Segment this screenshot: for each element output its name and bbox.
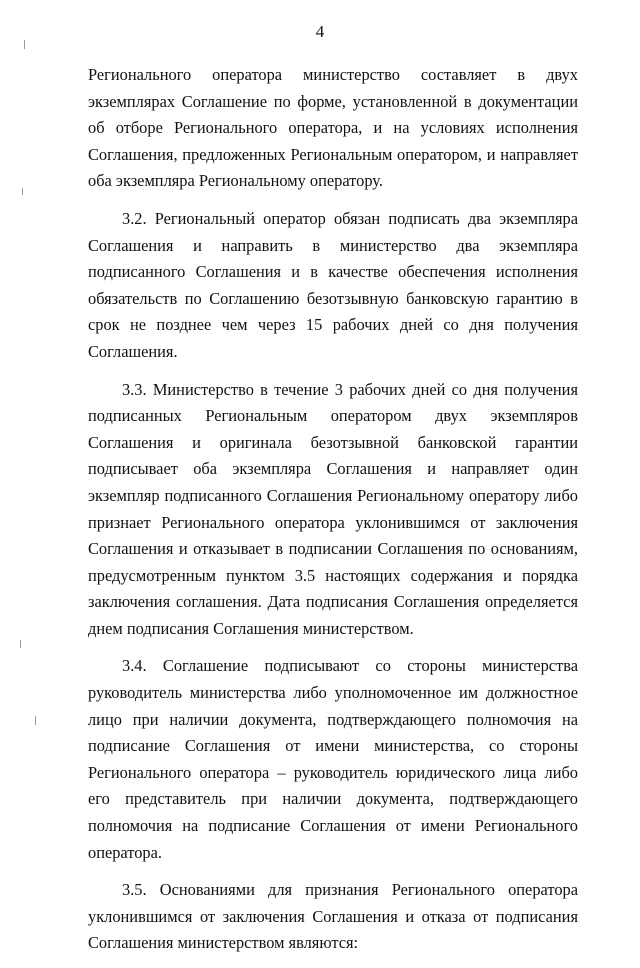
scan-mark	[22, 188, 23, 195]
scan-mark	[24, 40, 25, 49]
paragraph-3-3: 3.3. Министерство в течение 3 рабочих дней со дня получения подписанных Региональным оператором двух экземпляров Соглашения и оригинала безотзывной банковской гарантии подписывает оба экземпляра Соглашения и направляет один экземпляр подписанного Соглашения Региональному оператору либо признает Регионального оператора уклонившимся от заключения Соглашения и отказывает в подписании Соглашения по основаниям, предусмотренным пунктом 3.5 настоящих содержания и порядка заключения соглашения. Дата подписания Соглашения определяется днем подписания Соглашения министерством.	[88, 379, 578, 638]
scan-mark	[35, 716, 36, 725]
document-body	[88, 62, 578, 968]
page-number: 4	[315, 22, 325, 41]
paragraph-continuation: Регионального оператора министерство составляет в двух экземплярах Соглашение по форме, установленной в документации об отборе Регионального оператора, и на условиях исполнения Соглашения, предложенных Региональным оператором, и направляет оба экземпляра Региональному оператору.	[88, 65, 578, 191]
paragraph-3-4: 3.4. Соглашение подписывают со стороны министерства руководитель министерства либо уполномоченное им должностное лицо при наличии документа, подтверждающего полномочия на подписание Соглашения от имени министерства, со стороны Регионального оператора – руководитель юридического лица либо его представитель при наличии документа, подтверждающего полномочия на подписание Соглашения от имени Регионального оператора.	[88, 656, 578, 862]
paragraph-3-5: 3.5. Основаниями для признания Регионального оператора уклонившимся от заключения Соглашения и отказа от подписания Соглашения министерством являются:	[88, 880, 578, 953]
paragraph-3-2: 3.2. Региональный оператор обязан подписать два экземпляра Соглашения и направить в министерство два экземпляра подписанного Соглашения и в качестве обеспечения исполнения обязательств по Соглашению безотзывную банковскую гарантию в срок не позднее чем через 15 рабочих дней со дня получения Соглашения.	[88, 208, 578, 361]
scan-mark	[20, 640, 21, 648]
